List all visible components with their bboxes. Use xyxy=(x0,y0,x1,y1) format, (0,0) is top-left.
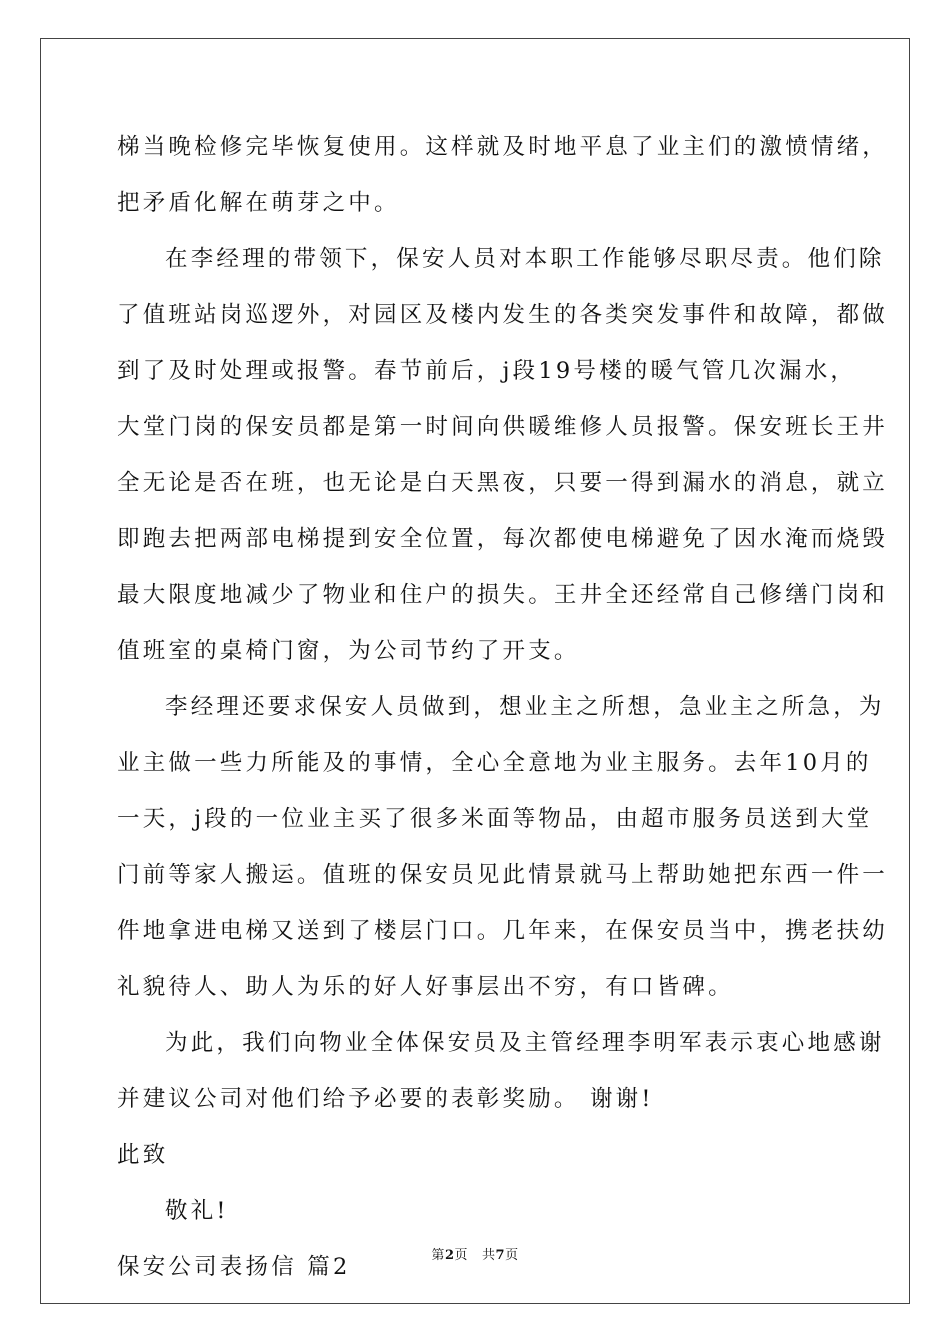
text-line: 到了及时处理或报警。春节前后，j段19号楼的暖气管几次漏水， xyxy=(117,358,857,384)
text-line: 把矛盾化解在萌芽之中。 xyxy=(117,190,400,216)
text-line: 了值班站岗巡逻外，对园区及楼内发生的各类突发事件和故障，都做 xyxy=(117,302,889,328)
text-line: 业主做一些力所能及的事情，全心全意地为业主服务。去年10月的 xyxy=(117,750,872,776)
text-line: 为此，我们向物业全体保安员及主管经理李明军表示衷心地感谢 xyxy=(165,1030,885,1056)
paragraph-3 xyxy=(117,682,889,1018)
total-pages: 7 xyxy=(495,1248,506,1263)
page-number: 2 xyxy=(444,1248,455,1263)
text-line: 并建议公司对他们给予必要的表彰奖励。 谢谢! xyxy=(117,1086,654,1112)
section-heading: 保安公司表扬信 篇2 xyxy=(117,1254,351,1280)
total-label-suffix: 页 xyxy=(505,1248,519,1263)
total-label-prefix: 共 xyxy=(482,1248,496,1263)
text-line: 全无论是否在班，也无论是白天黑夜，只要一得到漏水的消息，就立 xyxy=(117,470,889,496)
paragraph-2 xyxy=(117,234,889,682)
text-line: 值班室的桌椅门窗，为公司节约了开支。 xyxy=(117,638,580,664)
paragraph-1 xyxy=(117,122,889,234)
closing-salutation: 此致 xyxy=(117,1142,169,1168)
text-line: 件地拿进电梯又送到了楼层门口。几年来，在保安员当中，携老扶幼 xyxy=(117,918,889,944)
text-line: 门前等家人搬运。值班的保安员见此情景就马上帮助她把东西一件一 xyxy=(117,862,889,888)
text-line: 礼貌待人、助人为乐的好人好事层出不穷，有口皆碑。 xyxy=(117,974,734,1000)
text-line: 最大限度地减少了物业和住户的损失。王井全还经常自己修缮门岗和 xyxy=(117,582,889,608)
paragraph-4 xyxy=(117,1018,885,1130)
text-line: 一天，j段的一位业主买了很多米面等物品，由超市服务员送到大堂 xyxy=(117,806,873,832)
page-label-suffix: 页 xyxy=(454,1248,468,1263)
text-line: 梯当晚检修完毕恢复使用。这样就及时地平息了业主们的激愤情绪， xyxy=(117,134,889,160)
closing-respect: 敬礼! xyxy=(165,1198,229,1224)
document-body xyxy=(117,122,889,1298)
text-line: 在李经理的带领下，保安人员对本职工作能够尽职尽责。他们除 xyxy=(165,246,885,272)
text-line: 即跑去把两部电梯提到安全位置，每次都使电梯避免了因水淹而烧毁 xyxy=(117,526,889,552)
text-line: 大堂门岗的保安员都是第一时间向供暖维修人员报警。保安班长王井 xyxy=(117,414,889,440)
page-footer xyxy=(0,1246,950,1266)
page-label-prefix: 第 xyxy=(431,1248,445,1263)
text-line: 李经理还要求保安人员做到，想业主之所想，急业主之所急，为 xyxy=(165,694,885,720)
